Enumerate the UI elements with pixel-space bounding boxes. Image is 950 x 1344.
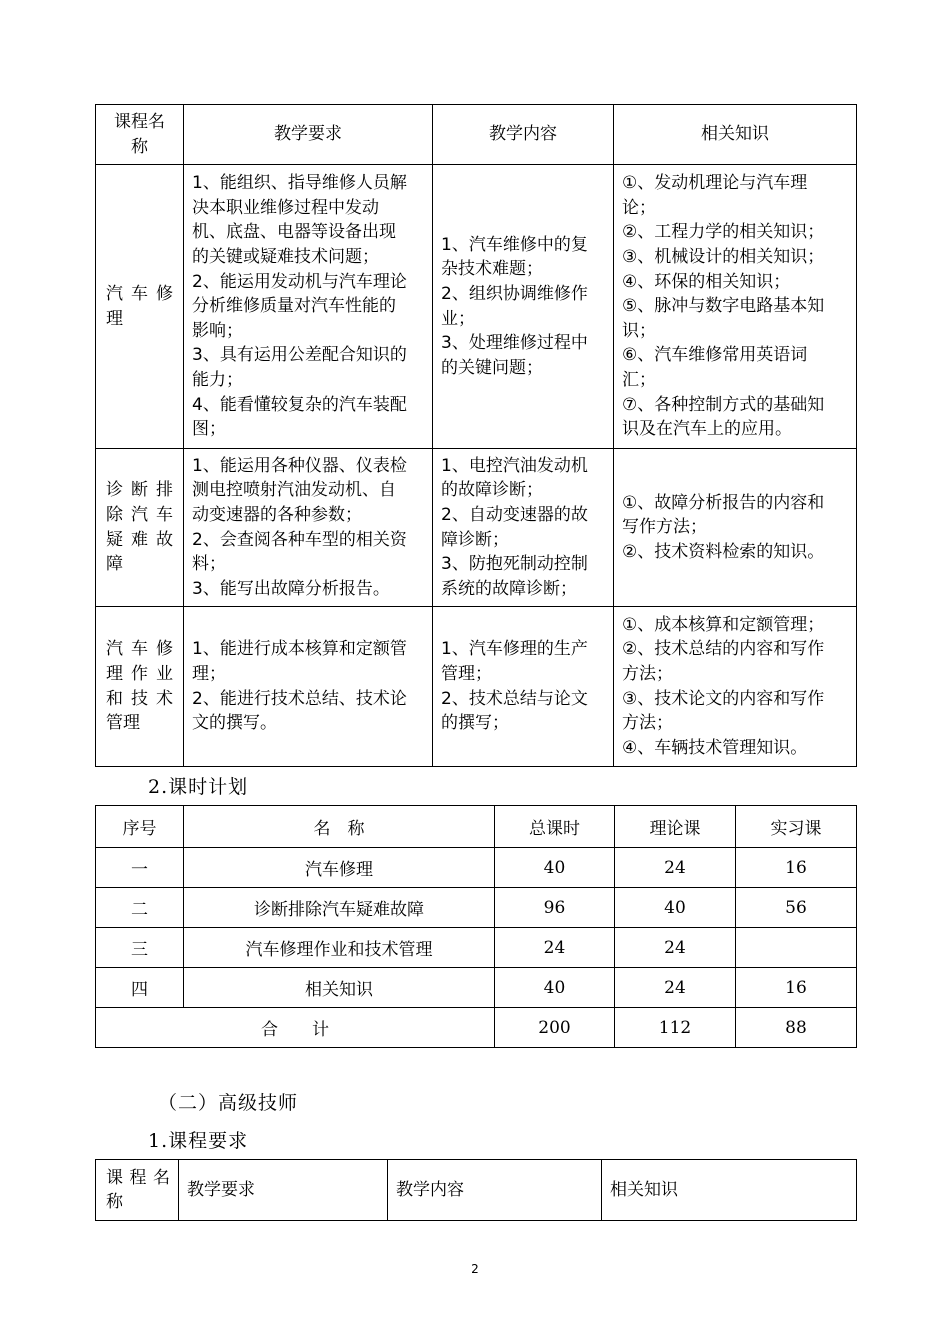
header-course-name: 课程名 称 bbox=[96, 105, 184, 165]
course-requirements-table bbox=[95, 104, 857, 767]
table-row bbox=[96, 607, 857, 767]
row-practice: 16 bbox=[736, 968, 857, 1008]
table-row bbox=[96, 848, 857, 888]
table-header-row bbox=[96, 806, 857, 848]
requirements-cell: 1、能组织、指导维修人员解 决本职业维修过程中发动 机、底盘、电器等设备出现 的关键或疑难技术问题； 2、能运用发动机与汽车理论 分析维修质量对汽车性能的 影响； 3、具有运用公差配合知识的 能力； 4、能看懂较复杂的汽车装配 图； bbox=[184, 165, 433, 449]
header-knowledge: 相关知识 bbox=[602, 1160, 857, 1221]
table-row bbox=[96, 165, 857, 449]
row-total: 24 bbox=[495, 928, 615, 968]
content-cell: 1、电控汽油发动机 的故障诊断； 2、自动变速器的故 障诊断； 3、防抱死制动控制 系统的故障诊断； bbox=[433, 449, 614, 607]
row-theory: 24 bbox=[615, 928, 736, 968]
course-name: 诊 断 排 除 汽 车 疑 难 故 障 bbox=[96, 449, 184, 607]
row-practice: 56 bbox=[736, 888, 857, 928]
table-row bbox=[96, 888, 857, 928]
course-name: 汽 车 修 理 作 业 和 技 术 管理 bbox=[96, 607, 184, 767]
row-number: 一 bbox=[96, 848, 184, 888]
page-number: 2 bbox=[471, 1262, 479, 1276]
requirements-cell: 1、能进行成本核算和定额管 理； 2、能进行技术总结、技术论 文的撰写。 bbox=[184, 607, 433, 767]
header-number: 序号 bbox=[96, 806, 184, 848]
row-theory: 24 bbox=[615, 848, 736, 888]
row-number: 二 bbox=[96, 888, 184, 928]
header-requirements: 教学要求 bbox=[179, 1160, 388, 1221]
header-content: 教学内容 bbox=[433, 105, 614, 165]
header-name: 名 称 bbox=[184, 806, 495, 848]
section-heading-senior-technician: （二）高级技师 bbox=[158, 1092, 299, 1114]
header-requirements: 教学要求 bbox=[184, 105, 433, 165]
knowledge-cell: ①、故障分析报告的内容和 写作方法； ②、技术资料检索的知识。 bbox=[614, 449, 857, 607]
total-row bbox=[96, 1008, 857, 1048]
row-name: 相关知识 bbox=[184, 968, 495, 1008]
table-row bbox=[96, 928, 857, 968]
section-heading-course-requirements: 1.课程要求 bbox=[148, 1130, 249, 1152]
row-theory: 40 bbox=[615, 888, 736, 928]
row-practice bbox=[736, 928, 857, 968]
row-number: 四 bbox=[96, 968, 184, 1008]
course-name: 汽 车 修 理 bbox=[96, 165, 184, 449]
total-label: 合 计 bbox=[96, 1008, 495, 1048]
header-theory: 理论课 bbox=[615, 806, 736, 848]
section-heading-schedule: 2.课时计划 bbox=[148, 776, 249, 798]
row-theory: 24 bbox=[615, 968, 736, 1008]
row-name: 汽车修理 bbox=[184, 848, 495, 888]
senior-course-requirements-table bbox=[95, 1159, 857, 1221]
total-hours: 200 bbox=[495, 1008, 615, 1048]
row-number: 三 bbox=[96, 928, 184, 968]
class-hours-table bbox=[95, 805, 857, 1048]
row-practice: 16 bbox=[736, 848, 857, 888]
header-course-name: 课 程 名 称 bbox=[96, 1160, 179, 1221]
row-total: 96 bbox=[495, 888, 615, 928]
row-name: 诊断排除汽车疑难故障 bbox=[184, 888, 495, 928]
header-content: 教学内容 bbox=[388, 1160, 602, 1221]
knowledge-cell: ①、成本核算和定额管理； ②、技术总结的内容和写作 方法； ③、技术论文的内容和写作 方法； ④、车辆技术管理知识。 bbox=[614, 607, 857, 767]
row-total: 40 bbox=[495, 968, 615, 1008]
header-total-hours: 总课时 bbox=[495, 806, 615, 848]
content-cell: 1、汽车修理的生产 管理； 2、技术总结与论文 的撰写； bbox=[433, 607, 614, 767]
row-name: 汽车修理作业和技术管理 bbox=[184, 928, 495, 968]
content-cell: 1、汽车维修中的复 杂技术难题； 2、组织协调维修作 业； 3、处理维修过程中 的关键问题； bbox=[433, 165, 614, 449]
row-total: 40 bbox=[495, 848, 615, 888]
total-practice: 88 bbox=[736, 1008, 857, 1048]
header-practice: 实习课 bbox=[736, 806, 857, 848]
total-theory: 112 bbox=[615, 1008, 736, 1048]
requirements-cell: 1、能运用各种仪器、仪表检 测电控喷射汽油发动机、自 动变速器的各种参数； 2、会查阅各种车型的相关资 料； 3、能写出故障分析报告。 bbox=[184, 449, 433, 607]
table-row bbox=[96, 449, 857, 607]
table-header-row bbox=[96, 105, 857, 165]
table-header-row bbox=[96, 1160, 857, 1221]
header-knowledge: 相关知识 bbox=[614, 105, 857, 165]
knowledge-cell: ①、发动机理论与汽车理 论； ②、工程力学的相关知识； ③、机械设计的相关知识； ④、环保的相关知识； ⑤、脉冲与数字电路基本知 识； ⑥、汽车维修常用英语词 汇； ⑦、各种控制方式的基础知 识及在汽车上的应用。 bbox=[614, 165, 857, 449]
table-row bbox=[96, 968, 857, 1008]
